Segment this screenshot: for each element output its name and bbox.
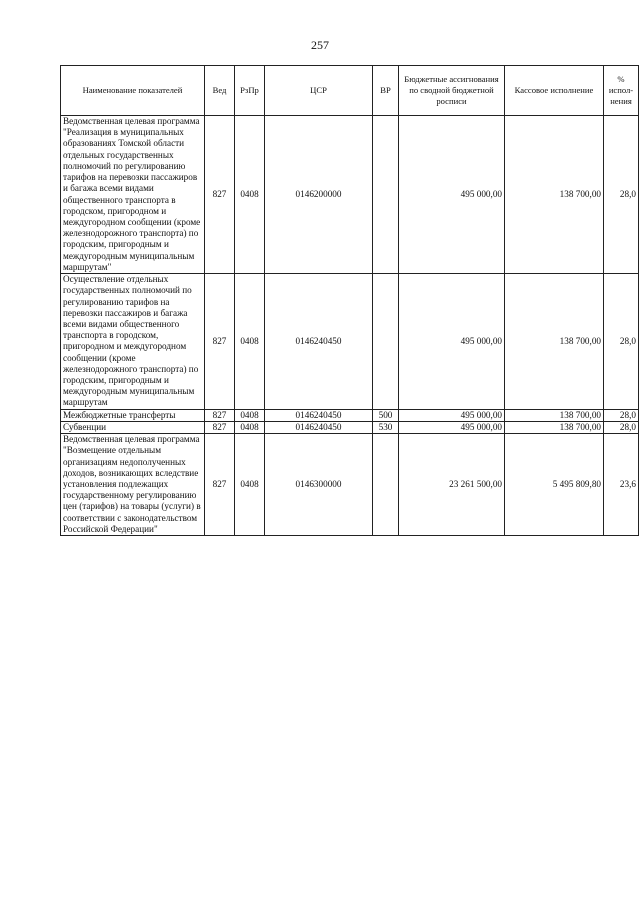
row-csr: 0146240450 bbox=[265, 409, 373, 421]
row-rzpr: 0408 bbox=[235, 274, 265, 410]
row-vr bbox=[373, 434, 399, 536]
row-ved: 827 bbox=[205, 434, 235, 536]
row-cash: 138 700,00 bbox=[505, 409, 604, 421]
row-name: Ведомственная целевая программа "Возмещение отдельным организациям недополученных доходов, возникающих вследствие установления подлежащих государственному регулированию цен (тарифов) на товары (услуги) в соответствии с законодательством Российской Федерации" bbox=[61, 434, 205, 536]
row-vr bbox=[373, 116, 399, 274]
row-budget: 495 000,00 bbox=[399, 274, 505, 410]
header-percent: % испол-нения bbox=[604, 66, 639, 116]
row-vr: 500 bbox=[373, 409, 399, 421]
row-cash: 5 495 809,80 bbox=[505, 434, 604, 536]
row-ved: 827 bbox=[205, 421, 235, 433]
row-csr: 0146300000 bbox=[265, 434, 373, 536]
row-percent: 23,6 bbox=[604, 434, 639, 536]
row-percent: 28,0 bbox=[604, 409, 639, 421]
budget-execution-table bbox=[60, 65, 639, 536]
header-ved: Вед bbox=[205, 66, 235, 116]
row-ved: 827 bbox=[205, 409, 235, 421]
header-cash: Кассовое исполнение bbox=[505, 66, 604, 116]
header-name: Наименование показателей bbox=[61, 66, 205, 116]
table-header-row bbox=[61, 66, 639, 116]
row-csr: 0146200000 bbox=[265, 116, 373, 274]
row-ved: 827 bbox=[205, 274, 235, 410]
row-rzpr: 0408 bbox=[235, 116, 265, 274]
row-ved: 827 bbox=[205, 116, 235, 274]
row-vr: 530 bbox=[373, 421, 399, 433]
table-row bbox=[61, 434, 639, 536]
row-name: Осуществление отдельных государственных полномочий по регулированию тарифов на перевозки пассажиров и багажа всеми видами общественного транспорта в городском, пригородном и междугородном сообщении (кроме железнодорожного транспорта) по городским, пригородным и междугородным муниципальным маршрутам bbox=[61, 274, 205, 410]
table-row bbox=[61, 274, 639, 410]
table-row bbox=[61, 409, 639, 421]
row-rzpr: 0408 bbox=[235, 409, 265, 421]
row-cash: 138 700,00 bbox=[505, 274, 604, 410]
row-name: Ведомственная целевая программа "Реализация в муниципальных образованиях Томской области отдельных государственных полномочий по регулированию тарифов на перевозки пассажиров и багажа всеми видами общественного транспорта в городском, пригородном и междугородном сообщении (кроме железнодорожного транспорта) по городским, пригородным и междугородным муниципальным маршрутам" bbox=[61, 116, 205, 274]
row-name: Межбюджетные трансферты bbox=[61, 409, 205, 421]
header-vr: ВР bbox=[373, 66, 399, 116]
header-csr: ЦСР bbox=[265, 66, 373, 116]
header-budget: Бюджетные ассигнования по сводной бюджетной росписи bbox=[399, 66, 505, 116]
row-budget: 495 000,00 bbox=[399, 409, 505, 421]
header-rzpr: РзПр bbox=[235, 66, 265, 116]
row-csr: 0146240450 bbox=[265, 421, 373, 433]
row-rzpr: 0408 bbox=[235, 434, 265, 536]
page-number: 257 bbox=[311, 38, 329, 52]
row-budget: 495 000,00 bbox=[399, 421, 505, 433]
table-row bbox=[61, 421, 639, 433]
row-percent: 28,0 bbox=[604, 274, 639, 410]
row-vr bbox=[373, 274, 399, 410]
row-rzpr: 0408 bbox=[235, 421, 265, 433]
row-cash: 138 700,00 bbox=[505, 116, 604, 274]
row-budget: 23 261 500,00 bbox=[399, 434, 505, 536]
row-csr: 0146240450 bbox=[265, 274, 373, 410]
row-budget: 495 000,00 bbox=[399, 116, 505, 274]
row-name: Субвенции bbox=[61, 421, 205, 433]
table-row bbox=[61, 116, 639, 274]
row-cash: 138 700,00 bbox=[505, 421, 604, 433]
row-percent: 28,0 bbox=[604, 116, 639, 274]
row-percent: 28,0 bbox=[604, 421, 639, 433]
